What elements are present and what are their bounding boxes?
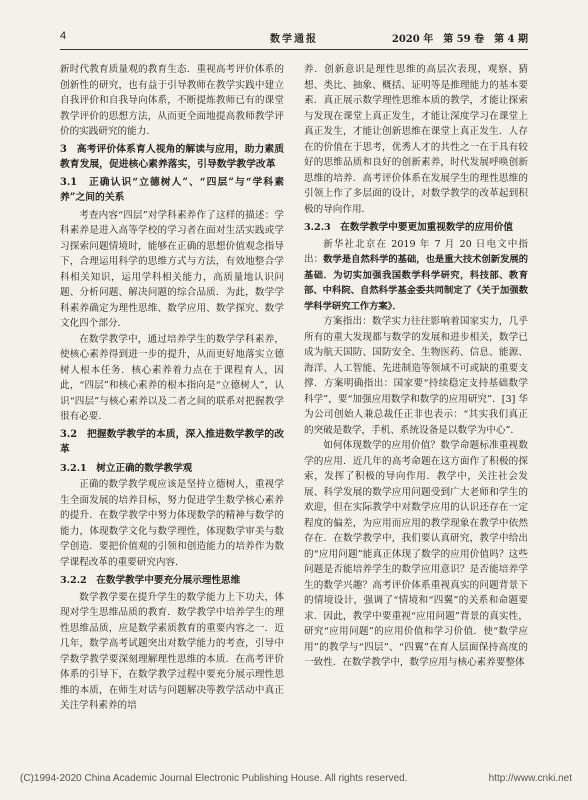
section-heading-3: 3 高考评价体系育人视角的解读与应用，助力素质教育发展，促进核心素养落实，引导数学教学改革 [60,143,284,170]
paragraph: 方案指出：数学实力往往影响着国家实力，几乎所有的重大发现都与数学的发展和进步相关，数学已成为航天国防、国防安全、生物医药、信息、能源、海洋、人工智能、先进制造等领域不可或缺的重要支撑．方案明确指出：国家要“持续稳定支持基础数学科学”，要“加强应用数学和数学的应用研究”．[3] 华为公司创始人兼总裁任正非也表示：“其实我们真正的突破是数学，手机、系统设备是以数学为中心”． [304,316,528,436]
paragraph-lead: 新华社北京在 2019 年 7 月 20 日电文中指出： [304,238,528,265]
header-rule [60,49,528,50]
right-column [304,62,528,671]
footer-link[interactable]: http://www.cnki.net [488,773,572,784]
section-heading-3-2: 3.2 把握数学教学的本质，深入推进数学教学的改革 [60,428,284,455]
paragraph-continued: 养．创新意识是理性思维的高层次表现，观察、猜想、类比、抽象、概括、证明等是推理能力的基本要素．真正展示数学理性思维本质的教学，才能让探索与发现在课堂上真正发生，才能让深度学习在课堂上真正发生，才能让创新思维在课堂上真正发生．人存在的价值在于思考，优秀人才的共性之一在于具有较好的思维品质和良好的创新素养，时代发展呼唤创新思维的培养．高考评价体系在发展学生的理性思维的引领上作了多层面的设计，对数学教学的改革起到积极的导向作用． [304,64,528,215]
issue-info: 2020 年 第 59 卷 第 4 期 [391,34,528,45]
paragraph: 在数学教学中，通过培养学生的数学学科素养，使核心素养得到进一步的提升，从而更好地落实立德树人根本任务．核心素养着力点在于课程育人，因此，“四层”和核心素养的根本指向是“立德树人”，认识“四层”与核心素养以及二者之间的联系对把握教学很有必要． [60,333,284,422]
section-heading-3-1: 3.1 正确认识“立德树人”、“四层”与“学科素养”之间的关系 [60,176,284,203]
subsection-heading-3-2-3: 3.2.3 在数学教学中要更加重视数学的应用价值 [304,222,513,233]
journal-name: 数学通报 [270,34,318,45]
paragraph [304,237,528,315]
emphasized-quote: 数学是自然科学的基础，也是重大技术创新发展的基础．为切实加强我国数学科学研究，科技部、教育部、中科院、自然科学基金委共同制定了《关于加强数学科学研究工作方案》． [304,254,528,312]
paragraph: 数学教学要在提升学生的数学能力上下功夫，体现对学生思维品质的教育．数学教学中培养学生的理性思维品质，应是数学素质教育的重要内容之一．近几年，数学高考试题突出对数学能力的考查，引导中学数学教学要深刻理解理性思维的本质．在高考评价体系的引导下，在数学教学过程中要充分展示理性思维的本质，在师生对话与问题解决等教学活动中真正关注学科素养的培 [60,591,284,711]
page-number: 4 [60,30,67,42]
paragraph: 考查内容“四层”对学科素养作了这样的描述：学科素养是进入高等学校的学习者在面对生活实践或学习探索问题情境时，能够在正确的思想价值观念指导下，合理运用科学的思维方式与方法，有效地整合学科相关知识，运用学科相关能力，高质量地认识问题、分析问题、解决问题的综合品质．为此，数学学科素养确定为理性思维、数学应用、数学探究、数学文化四个部分． [60,209,284,329]
subsection-heading-3-2-1: 3.2.1 树立正确的数学教学观 [60,462,193,474]
running-header [60,30,528,46]
paragraph: 如何体现数学的应用价值？数学命题标准重视数学的应用．近几年的高考命题在这方面作了积极的探索，发挥了积极的导向作用．教学中，关注社会发展、科学发展的数学应用问题受到广大老师和学生的欢迎，但在实际教学中对数学应用的认识还存在一定程度的偏差，为应用而应用的教学现象在教学中依然存在．在数学教学中，我们要认真研究，教学中给出的“应用问题”能真正体现了数学的应用价值吗？这些问题是否能培养学生的数学应用意识？是否能培养学生的数学兴趣？高考评价体系重视真实的问题背景下的情境设计，强调了“情境和“四翼”的关系和命题要求．因此，教学中要重视“应用问题”背景的真实性，研究“应用问题”的应用价值和学习价值．使“数学应用”的教学与“四层”、“四翼”在育人层面保持高度的一致性．在数学教学中，数学应用与核心素养要整体 [304,440,528,668]
paragraph-continued: 新时代教育质量观的教育生态．重视高考评价体系的创新性的研究，也有益于引导教师在教学实践中建立自我评价和自我导向体系，不断提炼教师已有的课堂教学评价的思想方法，从而更全面地提高教师教学评价的实践研究的能力． [60,64,284,137]
subsection-heading-3-2-2: 3.2.2 在数学教学中要充分展示理性思维 [60,575,241,586]
copyright-notice: (C)1994-2020 China Academic Journal Electronic Publishing House. All rights reserved. [20,773,408,784]
left-column [60,62,284,714]
paragraph: 正确的数学教学观应该是坚持立德树人，重视学生全面发展的培养目标，努力促进学生数学核心素养的提升．在数学教学中努力体现数学的精神与数学的能力，体现数学文化与数学理性，体现数学审美与数学创造．要把价值观的引领和创造能力的培养作为数学课程改革的重要研究内容． [60,479,284,568]
